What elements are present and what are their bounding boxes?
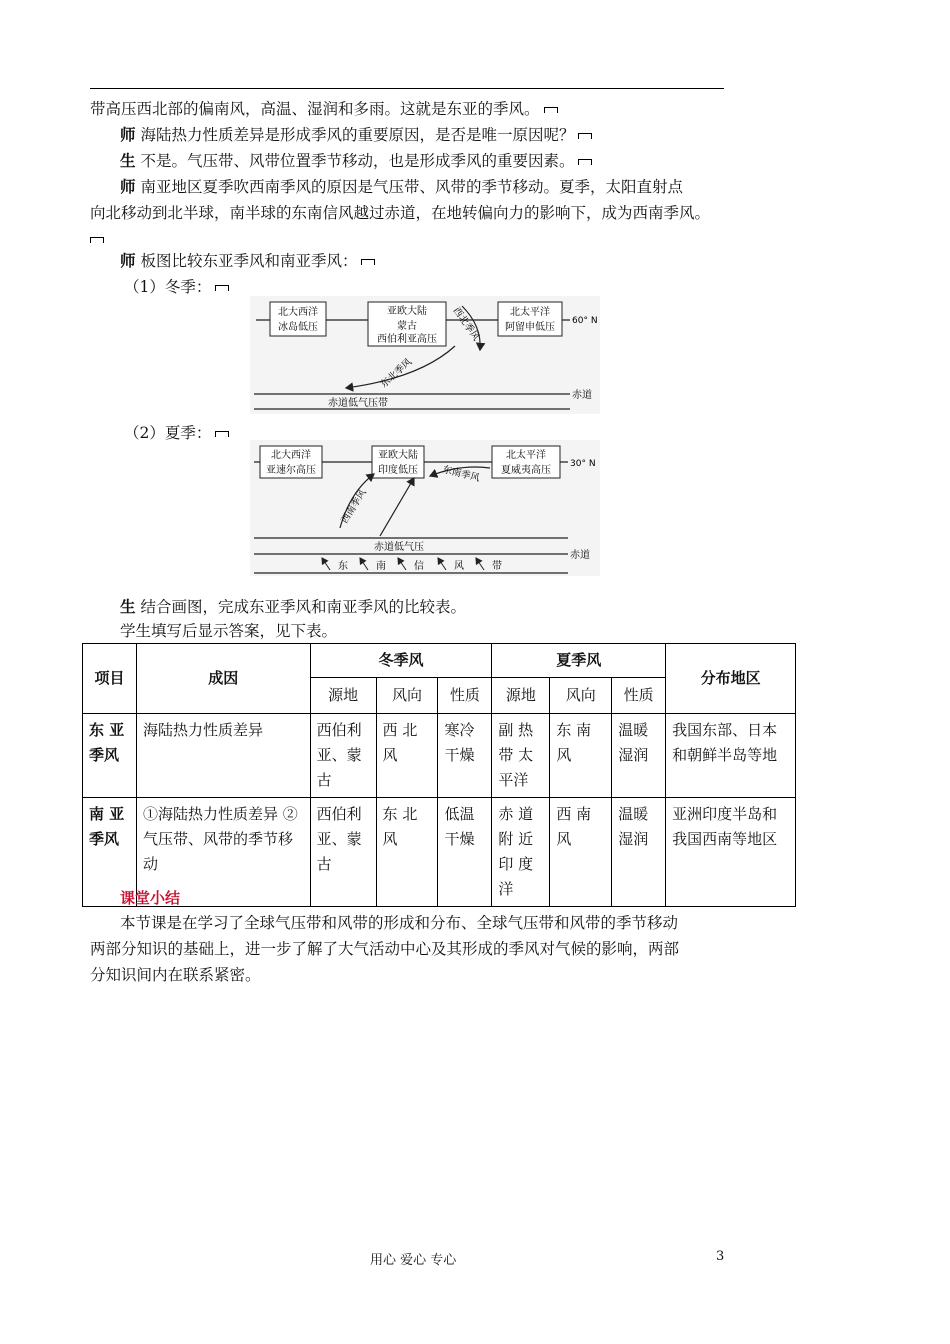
row-summer-source: 副 热 带 太 平洋: [492, 714, 550, 798]
header-winter-nature: 性质: [438, 678, 492, 714]
paragraph-4-line1: 师 南亚地区夏季吹西南季风的原因是气压带、风带的季节移动。夏季，太阳直射点: [120, 178, 683, 196]
summer-box-right-bottom: 夏威夷高压: [501, 465, 551, 476]
summer-box-mid-bottom: 印度低压: [378, 465, 418, 476]
summer-box-left-bottom: 亚速尔高压: [266, 465, 316, 476]
row-cause: ①海陆热力性质差异 ②气压带、风带的季节移动: [136, 798, 310, 907]
summer-equator-low-label: 赤道低气压: [374, 542, 424, 553]
header-summer-nature: 性质: [612, 678, 666, 714]
row-summer-source: 赤 道 附 近 印 度 洋: [492, 798, 550, 907]
header-cause: 成因: [136, 644, 310, 714]
summary-line1: 本节课是在学习了全球气压带和风带的形成和分布、全球气压带和风带的季节移动: [120, 914, 679, 932]
winter-box-mid-line3: 西伯利亚高压: [377, 334, 437, 345]
row-winter-source: 西伯利亚、蒙古: [310, 798, 376, 907]
trade-wind-char: 信: [414, 561, 424, 572]
header-summer-source: 源地: [492, 678, 550, 714]
winter-box-right-top: 北太平洋: [510, 307, 550, 318]
row-winter-nature: 寒冷干燥: [438, 714, 492, 798]
row-summer-direction: 西 南 风: [550, 798, 612, 907]
paragraph-6: 生 结合画图，完成东亚季风和南亚季风的比较表。: [120, 598, 466, 616]
header-winter: 冬季风: [310, 644, 492, 678]
row-name: 东 亚 季风: [83, 714, 137, 798]
header-item: 项目: [83, 644, 137, 714]
trade-wind-char: 南: [376, 561, 386, 572]
header-summer-direction: 风向: [550, 678, 612, 714]
header-winter-source: 源地: [310, 678, 376, 714]
winter-equator-label: 赤道: [572, 390, 592, 401]
speaker-student: 生: [120, 598, 136, 616]
row-cause: 海陆热力性质差异: [136, 714, 310, 798]
winter-arrow-ne-label: 东北季风: [378, 356, 415, 391]
winter-monsoon-diagram: [250, 296, 600, 414]
winter-box-right-bottom: 阿留申低压: [505, 322, 555, 333]
row-winter-direction: 西 北 风: [376, 714, 438, 798]
trade-wind-char: 东: [338, 561, 348, 572]
winter-box-left-top: 北大西洋: [278, 307, 318, 318]
winter-box-mid-line2: 蒙古: [397, 321, 417, 332]
table-row: [83, 798, 796, 907]
summer-label: （2）夏季：: [124, 420, 229, 446]
winter-arrow-nw-label: 西北季风: [450, 305, 482, 343]
summary-line2: 两部分知识的基础上，进一步了解了大气活动中心及其形成的季风对气候的影响，两部: [90, 940, 680, 958]
summary-title: 课堂小结: [120, 889, 181, 907]
footer-motto: 用心 爱心 专心: [370, 1253, 457, 1268]
winter-box-left-bottom: 冰岛低压: [278, 322, 318, 333]
paragraph-2: 师 海陆热力性质差异是形成季风的重要原因，是否是唯一原因呢？: [120, 122, 592, 148]
table-row: [83, 714, 796, 798]
row-summer-nature: 温暖湿润: [612, 714, 666, 798]
paragraph-3: 生 不是。气压带、风带位置季节移动，也是形成季风的重要因素。: [120, 148, 592, 174]
row-region: 亚洲印度半岛和我国西南等地区: [666, 798, 796, 907]
summer-equator-label: 赤道: [570, 550, 590, 561]
row-winter-source: 西伯利亚、蒙古: [310, 714, 376, 798]
summer-latitude-label: 30° N: [570, 459, 596, 469]
summary-line3: 分知识间内在联系紧密。: [90, 966, 261, 984]
winter-label: （1）冬季：: [124, 274, 229, 300]
summer-box-mid-top: 亚欧大陆: [378, 450, 418, 461]
header-summer: 夏季风: [492, 644, 666, 678]
paragraph-5: 师 板图比较东亚季风和南亚季风：: [120, 248, 375, 274]
summer-monsoon-diagram: [250, 440, 600, 576]
row-winter-nature: 低温干燥: [438, 798, 492, 907]
paragraph-1: 带高压西北部的偏南风，高温、湿润和多雨。这就是东亚的季风。: [90, 96, 558, 122]
header-winter-direction: 风向: [376, 678, 438, 714]
summer-arrow-sw-label: 西南季风: [339, 487, 369, 526]
paragraph-4-line2: 向北移动到北半球，南半球的东南信风越过赤道，在地转偏向力的影响下，成为西南季风。: [90, 204, 711, 222]
page-number: 3: [716, 1249, 725, 1264]
summer-box-left-top: 北大西洋: [271, 450, 311, 461]
row-summer-nature: 温暖湿润: [612, 798, 666, 907]
speaker-teacher: 师: [120, 126, 136, 144]
speaker-teacher: 师: [120, 252, 136, 270]
row-summer-direction: 东 南 风: [550, 714, 612, 798]
summer-box-right-top: 北太平洋: [506, 450, 546, 461]
paragraph-7: 学生填写后显示答案，见下表。: [120, 622, 338, 640]
monsoon-comparison-table: [82, 643, 796, 907]
trade-wind-char: 带: [492, 561, 502, 572]
header-region: 分布地区: [666, 644, 796, 714]
row-winter-direction: 东 北 风: [376, 798, 438, 907]
speaker-teacher: 师: [120, 178, 136, 196]
winter-latitude-label: 60° N: [572, 316, 598, 326]
paragraph-4-mark: [90, 226, 104, 252]
trade-wind-char: 风: [454, 561, 464, 572]
winter-box-mid-top: 亚欧大陆: [387, 306, 427, 317]
row-region: 我国东部、日本和朝鲜半岛等地: [666, 714, 796, 798]
speaker-student: 生: [120, 152, 136, 170]
winter-equator-low-label: 赤道低气压带: [328, 398, 388, 409]
header-rule: [90, 88, 724, 89]
summer-arrow-se-label: 东南季风: [441, 464, 481, 485]
row-name: 南 亚 季风: [83, 798, 137, 907]
